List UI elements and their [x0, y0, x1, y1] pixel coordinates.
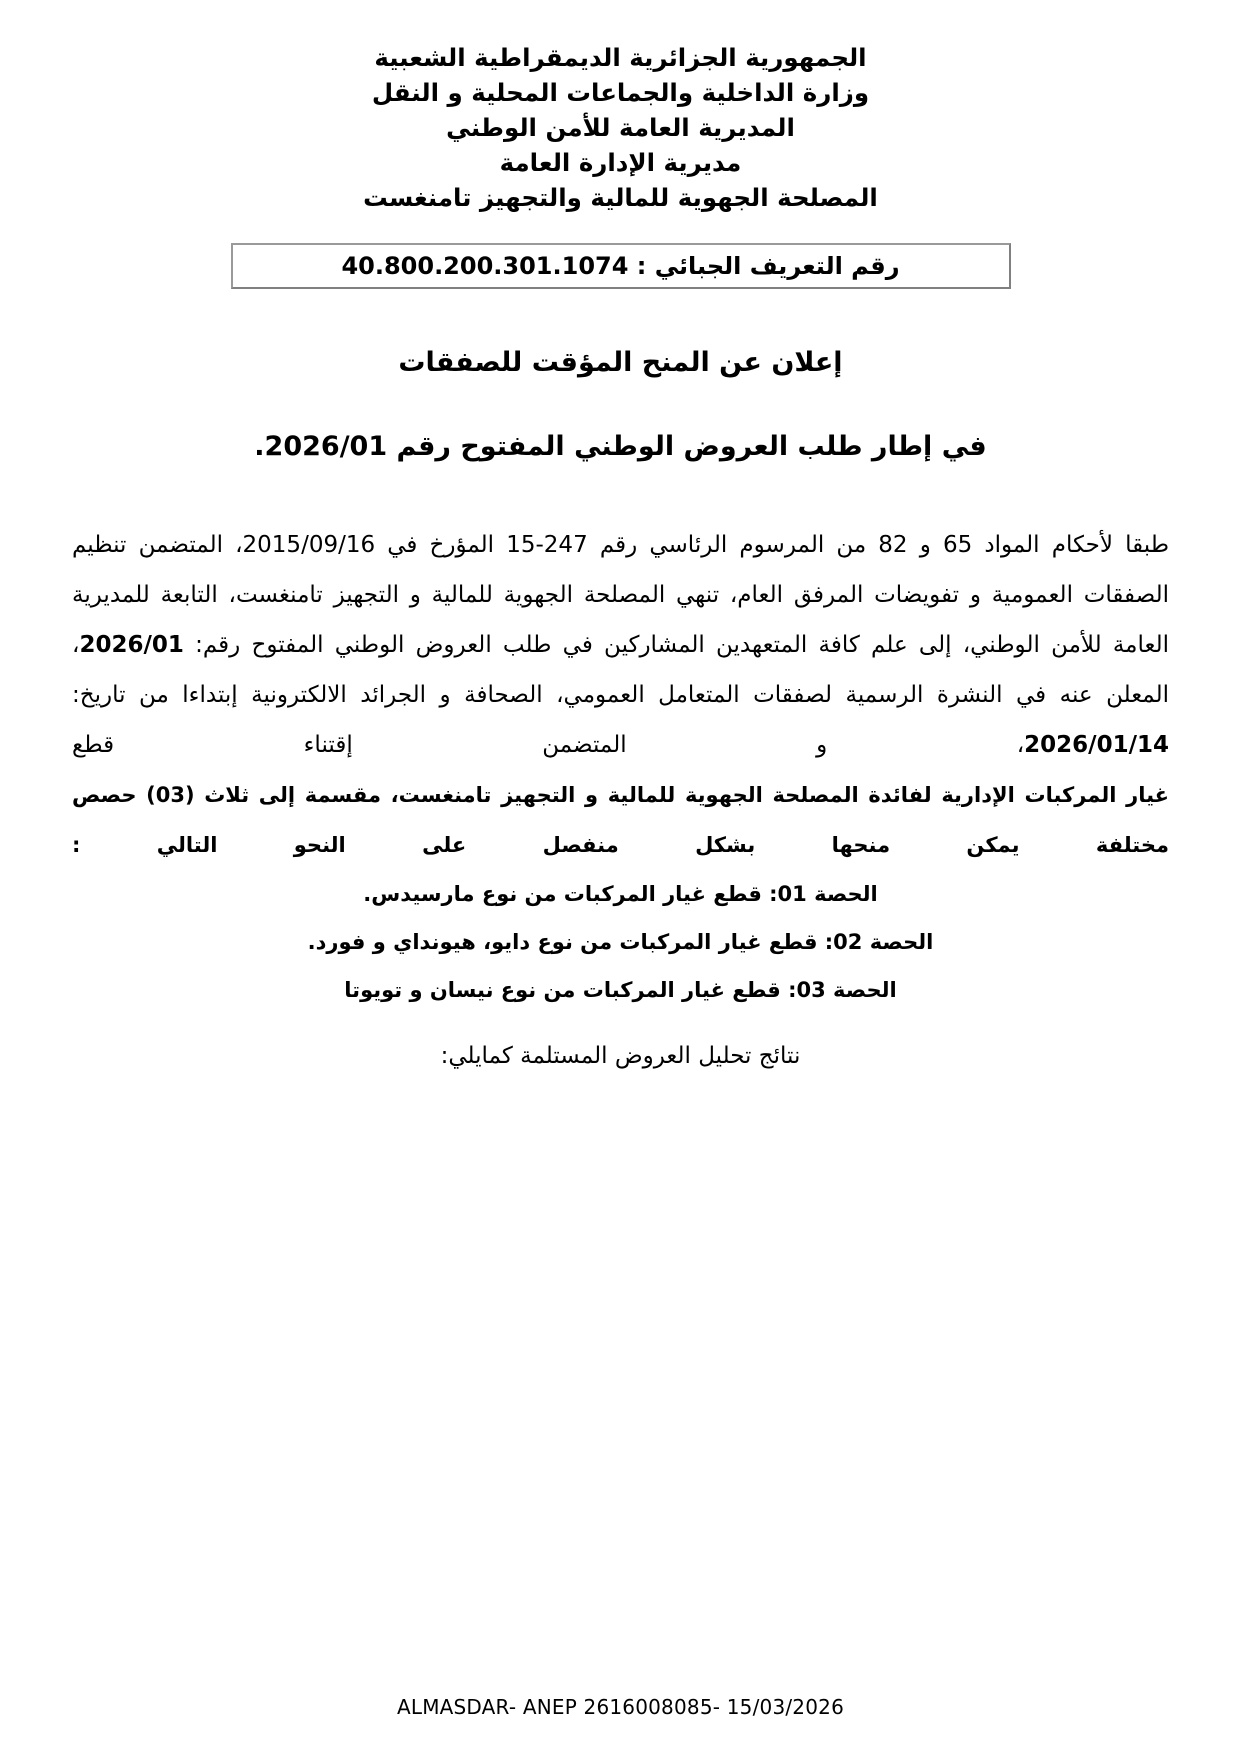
lot-item-01: الحصة 01: قطع غيار المركبات من نوع مارسيدس.	[363, 881, 878, 906]
tax-id-box-wrapper	[231, 243, 1011, 289]
body-paragraph-2: غيار المركبات الإدارية لفائدة المصلحة الجهوية للمالية و التجهيز تامنغست، مقسمة إلى ثلاث (03) حصص مختلفة يمكن منحها بشكل منفصل على النحو التالي :	[72, 782, 1169, 857]
paragraph-1-tender-number: 2026/01	[79, 631, 184, 658]
tax-id-box	[231, 243, 1011, 289]
body-closing-line: نتائج تحليل العروض المستلمة كمايلي:	[440, 1042, 801, 1069]
paragraph-1-segment-1: طبقا لأحكام المواد 65 و 82 من المرسوم الرئاسي رقم 247-15 المؤرخ في 2015/09/16، المتضمن تنظيم الصفقات العمومية و تفويضات المرفق العام، تنهي المصلحة الجهوية للمالية و التجهيز تامنغست، التابعة للمديرية العامة للأمن الوطني، إلى علم كافة المتعهدين المشاركين في طلب العروض الوطني المفتوح رقم:	[72, 531, 1169, 658]
body-paragraph-1	[72, 520, 1169, 770]
document-header	[0, 0, 1241, 215]
tax-id-text: رقم التعريف الجبائي : 40.800.200.301.1074	[341, 252, 900, 280]
announcement-subtitle: في إطار طلب العروض الوطني المفتوح رقم 2026/01.	[254, 431, 987, 463]
header-line-administration-directorate: مديرية الإدارة العامة	[499, 148, 742, 177]
lot-item-02: الحصة 02: قطع غيار المركبات من نوع دايو، هيونداي و فورد.	[307, 929, 934, 954]
paragraph-1-publication-date: 2026/01/14	[1024, 731, 1169, 758]
header-line-regional-service: المصلحة الجهوية للمالية والتجهيز تامنغست	[363, 183, 878, 212]
header-line-ministry: وزارة الداخلية والجماعات المحلية و النقل	[371, 78, 870, 107]
paragraph-1-segment-2: ، المعلن عنه في النشرة الرسمية لصفقات المتعامل العمومي، الصحافة و الجرائد الالكترونية إبتداءا من تاريخ:	[72, 631, 1169, 708]
document-footer	[0, 1695, 1241, 1719]
lot-item-03: الحصة 03: قطع غيار المركبات من نوع نيسان و تويوتا	[344, 977, 897, 1002]
document-body	[72, 520, 1169, 1076]
announcement-title: إعلان عن المنح المؤقت للصفقات	[398, 347, 843, 378]
header-line-directorate-general: المديرية العامة للأمن الوطني	[446, 113, 795, 142]
header-line-republic: الجمهورية الجزائرية الديمقراطية الشعبية	[374, 43, 867, 72]
footer-reference-text: ALMASDAR- ANEP 2616008085- 15/03/2026	[396, 1695, 845, 1719]
paragraph-1-segment-3: ، و المتضمن إقتناء قطع	[72, 731, 1025, 758]
